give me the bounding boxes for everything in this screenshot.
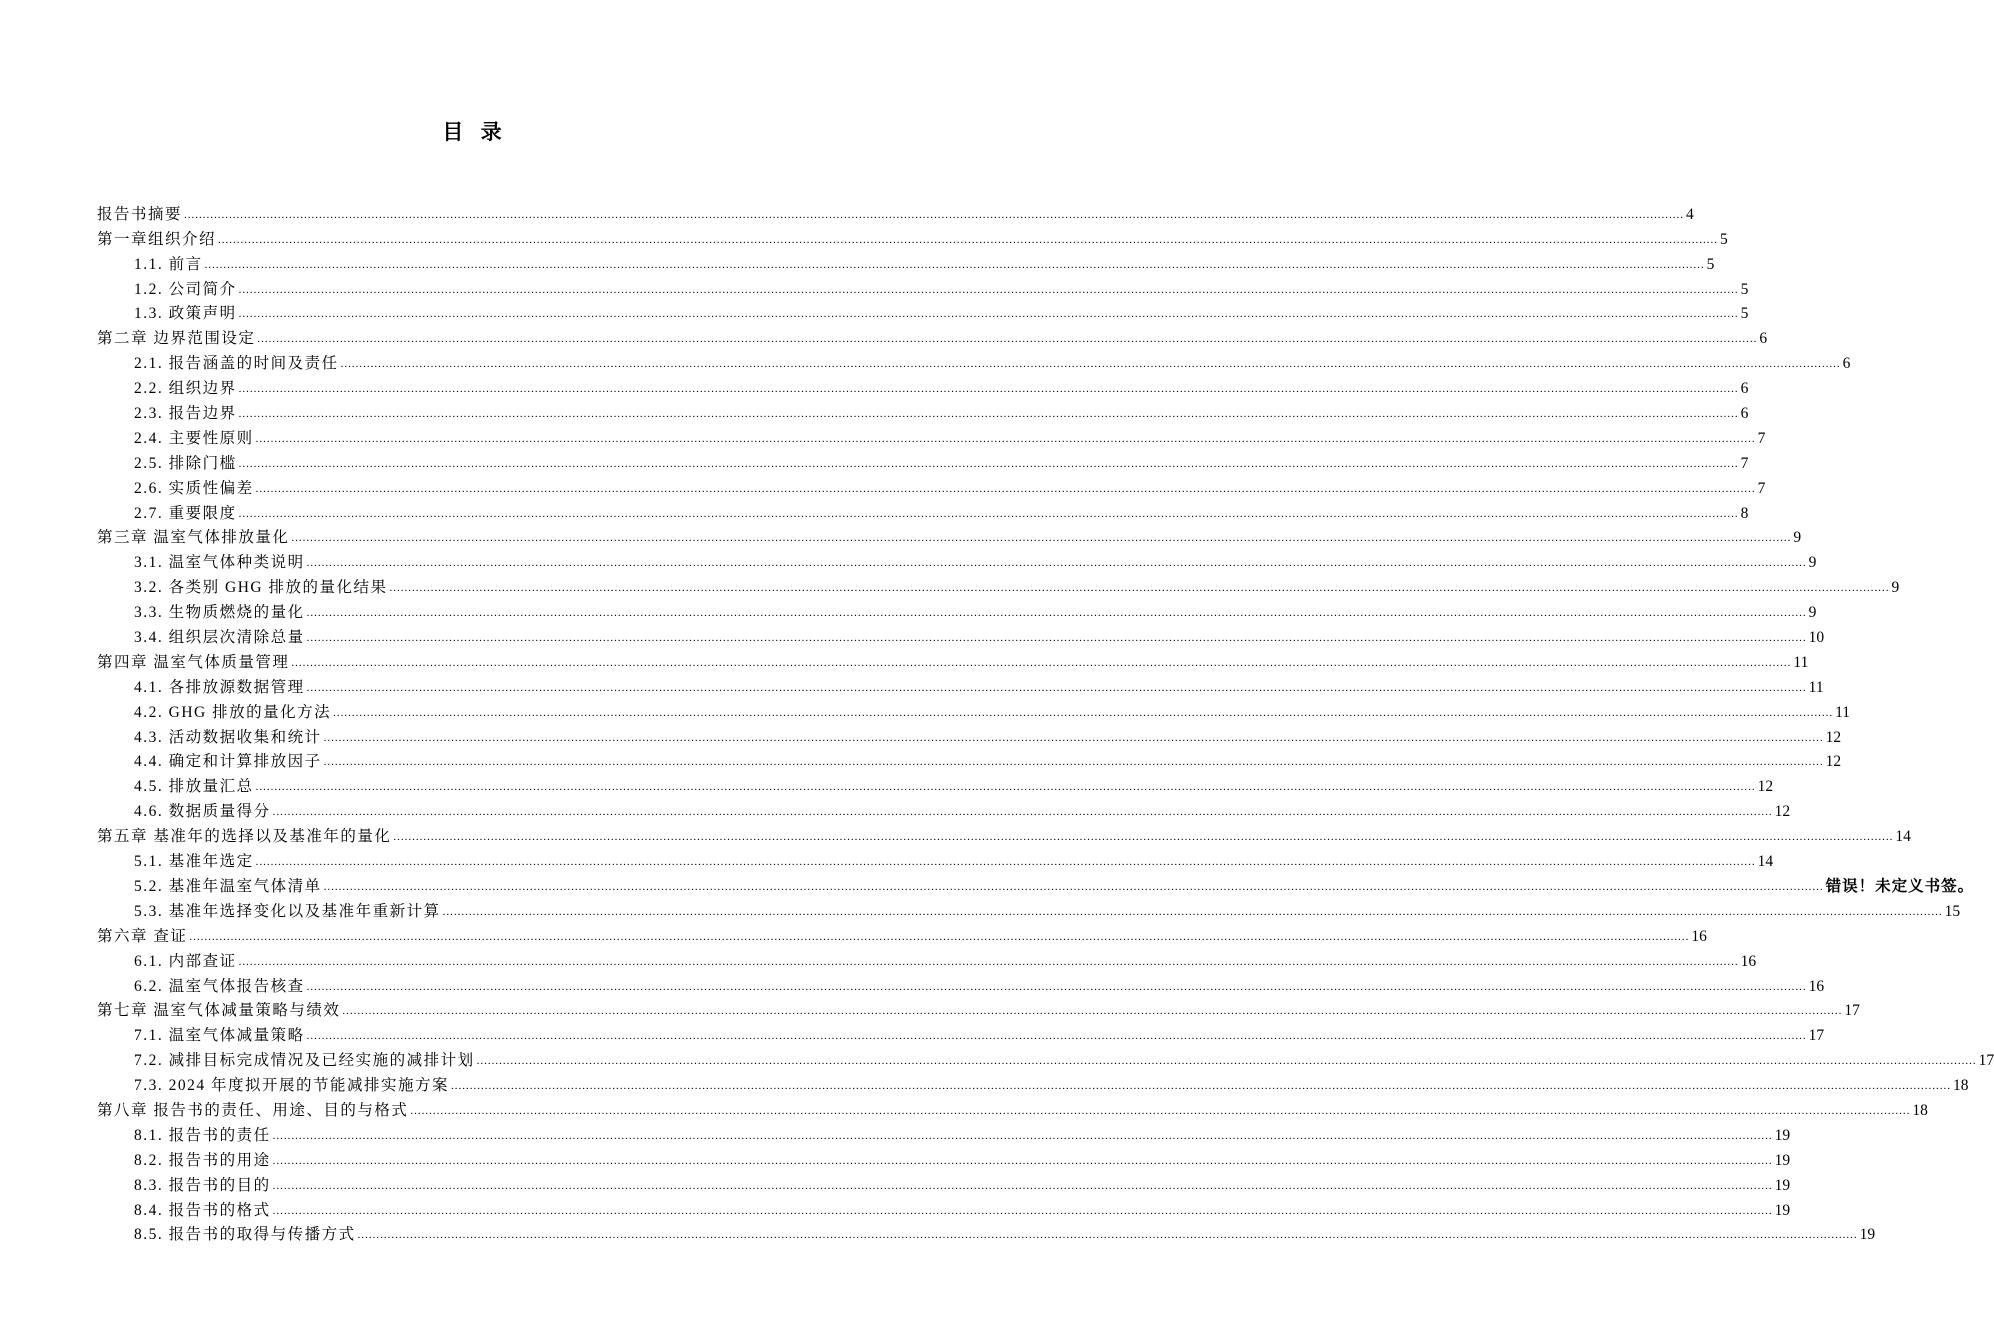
toc-entry-error: 错误！未定义书签。 xyxy=(1825,877,1975,895)
dot-leader: ................................................................................................................................................................................................................................................................................................................................................................................................................ xyxy=(238,308,1739,321)
toc-entry-page: 5 xyxy=(1740,305,1749,323)
toc-entry-label: 2.4. 主要性原则 xyxy=(134,429,254,447)
toc-entry-page: 7 xyxy=(1757,429,1766,447)
dot-leader: ................................................................................................................................................................................................................................................................................................................................................................................................................ xyxy=(184,208,1685,221)
toc-entry-page: 16 xyxy=(1740,952,1757,970)
toc-entry-label: 5.2. 基准年温室气体清单 xyxy=(134,877,322,895)
toc-entry-page: 14 xyxy=(1895,828,1911,846)
toc-entry[interactable] xyxy=(97,648,1809,673)
toc-entry-label: 4.4. 确定和计算排放因子 xyxy=(134,753,322,771)
toc-entry-page: 6 xyxy=(1759,330,1768,348)
dot-leader: ................................................................................................................................................................................................................................................................................................................................................................................................................ xyxy=(272,806,1773,819)
toc-entry-label: 第五章 基准年的选择以及基准年的量化 xyxy=(97,828,392,846)
dot-leader: ................................................................................................................................................................................................................................................................................................................................................................................................................ xyxy=(306,681,1807,694)
dot-leader: ................................................................................................................................................................................................................................................................................................................................................................................................................ xyxy=(323,731,1824,744)
dot-leader: ................................................................................................................................................................................................................................................................................................................................................................................................................ xyxy=(238,955,1739,968)
toc-entry-label: 8.1. 报告书的责任 xyxy=(134,1126,271,1144)
toc-entry[interactable] xyxy=(97,275,1749,300)
toc-entry-label: 5.1. 基准年选定 xyxy=(134,853,254,871)
dot-leader: ................................................................................................................................................................................................................................................................................................................................................................................................................ xyxy=(323,880,1824,893)
toc-entry-page: 17 xyxy=(1844,1002,1860,1020)
toc-entry-page: 12 xyxy=(1774,803,1791,821)
toc-entry-page: 19 xyxy=(1774,1176,1791,1194)
toc-entry[interactable] xyxy=(97,623,1825,648)
toc-entry[interactable] xyxy=(97,922,1707,947)
toc-entry[interactable] xyxy=(97,200,1694,225)
toc-entry-label: 3.3. 生物质燃烧的量化 xyxy=(134,604,305,622)
toc-entry-label: 第一章组织介绍 xyxy=(97,230,217,248)
toc-entry-page: 7 xyxy=(1740,454,1749,472)
toc-entry[interactable] xyxy=(97,573,1900,598)
toc-entry-page: 15 xyxy=(1944,902,1961,920)
toc-entry-label: 8.4. 报告书的格式 xyxy=(134,1201,271,1219)
toc-entry-page: 19 xyxy=(1774,1201,1791,1219)
toc-entry-label: 第七章 温室气体减量策略与绩效 xyxy=(97,1002,341,1020)
toc-entry-label: 2.7. 重要限度 xyxy=(134,504,237,522)
dot-leader: ................................................................................................................................................................................................................................................................................................................................................................................................................ xyxy=(333,706,1834,719)
toc-entry[interactable] xyxy=(97,847,1774,872)
toc-entry-label: 2.3. 报告边界 xyxy=(134,405,237,423)
toc-entry-label: 1.1. 前言 xyxy=(134,255,203,273)
dot-leader: ................................................................................................................................................................................................................................................................................................................................................................................................................ xyxy=(257,333,1758,346)
toc-entry[interactable] xyxy=(97,598,1817,623)
dot-leader: ................................................................................................................................................................................................................................................................................................................................................................................................................ xyxy=(306,607,1807,620)
dot-leader: ................................................................................................................................................................................................................................................................................................................................................................................................................ xyxy=(189,930,1690,943)
toc-entry-page: 16 xyxy=(1691,927,1707,945)
dot-leader: ................................................................................................................................................................................................................................................................................................................................................................................................................ xyxy=(306,557,1807,570)
dot-leader: ................................................................................................................................................................................................................................................................................................................................................................................................................ xyxy=(291,532,1792,545)
toc-entry-label: 第三章 温室气体排放量化 xyxy=(97,529,290,547)
dot-leader: ................................................................................................................................................................................................................................................................................................................................................................................................................ xyxy=(238,457,1739,470)
toc-entry-page: 6 xyxy=(1740,405,1749,423)
toc-entry-page: 11 xyxy=(1793,653,1809,671)
toc-entry[interactable] xyxy=(97,1046,1994,1071)
toc-entry[interactable] xyxy=(97,524,1802,549)
toc-entry[interactable] xyxy=(97,474,1766,499)
toc-entry[interactable] xyxy=(97,548,1817,573)
dot-leader: ................................................................................................................................................................................................................................................................................................................................................................................................................ xyxy=(238,507,1739,520)
toc-entry-page: 9 xyxy=(1808,604,1817,622)
toc-entry-page: 12 xyxy=(1825,728,1842,746)
dot-leader: ................................................................................................................................................................................................................................................................................................................................................................................................................ xyxy=(393,831,1894,844)
toc-entry[interactable] xyxy=(97,972,1825,997)
dot-leader: ................................................................................................................................................................................................................................................................................................................................................................................................................ xyxy=(255,432,1756,445)
toc-entry-page: 17 xyxy=(1978,1052,1994,1070)
toc-entry-page: 10 xyxy=(1808,629,1825,647)
toc-entry-label: 2.6. 实质性偏差 xyxy=(134,479,254,497)
dot-leader: ................................................................................................................................................................................................................................................................................................................................................................................................................ xyxy=(255,856,1756,869)
toc-entry[interactable] xyxy=(97,1171,1791,1196)
dot-leader: ................................................................................................................................................................................................................................................................................................................................................................................................................ xyxy=(272,1129,1773,1142)
toc-entry-label: 4.3. 活动数据收集和统计 xyxy=(134,728,322,746)
toc-entry[interactable] xyxy=(97,947,1757,972)
dot-leader: ................................................................................................................................................................................................................................................................................................................................................................................................................ xyxy=(389,582,1890,595)
toc-entry-page: 6 xyxy=(1842,355,1851,373)
toc-entry-page: 5 xyxy=(1720,230,1728,248)
toc-entry-page: 19 xyxy=(1774,1151,1791,1169)
toc-entry-label: 7.3. 2024 年度拟开展的节能减排实施方案 xyxy=(134,1077,450,1095)
toc-entry-page: 18 xyxy=(1912,1101,1928,1119)
toc-entry[interactable] xyxy=(97,300,1749,325)
dot-leader: ................................................................................................................................................................................................................................................................................................................................................................................................................ xyxy=(238,283,1739,296)
dot-leader: ................................................................................................................................................................................................................................................................................................................................................................................................................ xyxy=(255,781,1756,794)
page-title: 目 录 xyxy=(442,120,508,144)
toc-entry-label: 8.5. 报告书的取得与传播方式 xyxy=(134,1226,356,1244)
toc-entry-label: 第八章 报告书的责任、用途、目的与格式 xyxy=(97,1101,409,1119)
dot-leader: ................................................................................................................................................................................................................................................................................................................................................................................................................ xyxy=(306,980,1807,993)
toc-entry[interactable] xyxy=(97,1221,1876,1246)
toc-entry-label: 第四章 温室气体质量管理 xyxy=(97,653,290,671)
toc-entry[interactable] xyxy=(97,374,1749,399)
toc-entry-label: 4.6. 数据质量得分 xyxy=(134,803,271,821)
toc-entry-page: 9 xyxy=(1891,579,1900,597)
dot-leader: ................................................................................................................................................................................................................................................................................................................................................................................................................ xyxy=(410,1104,1911,1117)
toc-entry-label: 4.1. 各排放源数据管理 xyxy=(134,678,305,696)
toc-entry-label: 2.2. 组织边界 xyxy=(134,380,237,398)
toc-entry-page: 5 xyxy=(1740,280,1749,298)
dot-leader: ................................................................................................................................................................................................................................................................................................................................................................................................................ xyxy=(476,1055,1977,1068)
toc-entry[interactable] xyxy=(97,748,1842,773)
toc-entry-label: 第六章 查证 xyxy=(97,927,188,945)
dot-leader: ................................................................................................................................................................................................................................................................................................................................................................................................................ xyxy=(238,408,1739,421)
toc-entry-page: 6 xyxy=(1740,380,1749,398)
toc-entry[interactable] xyxy=(97,449,1749,474)
toc-entry-page: 12 xyxy=(1825,753,1842,771)
toc-entry-label: 6.1. 内部查证 xyxy=(134,952,237,970)
dot-leader: ................................................................................................................................................................................................................................................................................................................................................................................................................ xyxy=(306,1030,1807,1043)
toc-entry[interactable] xyxy=(97,872,1975,897)
toc-entry-page: 14 xyxy=(1757,853,1774,871)
dot-leader: ................................................................................................................................................................................................................................................................................................................................................................................................................ xyxy=(204,258,1705,271)
dot-leader: ................................................................................................................................................................................................................................................................................................................................................................................................................ xyxy=(218,233,1719,246)
toc-entry-page: 19 xyxy=(1774,1126,1791,1144)
toc-entry-page: 19 xyxy=(1859,1226,1876,1244)
toc-entry[interactable] xyxy=(97,723,1842,748)
toc-entry[interactable] xyxy=(97,225,1728,250)
toc-entry-label: 2.1. 报告涵盖的时间及责任 xyxy=(134,355,339,373)
toc-entry-page: 5 xyxy=(1706,255,1715,273)
toc-entry[interactable] xyxy=(97,1121,1791,1146)
toc-entry[interactable] xyxy=(97,1146,1791,1171)
toc-entry-label: 8.3. 报告书的目的 xyxy=(134,1176,271,1194)
dot-leader: ................................................................................................................................................................................................................................................................................................................................................................................................................ xyxy=(238,383,1739,396)
toc-entry-label: 5.3. 基准年选择变化以及基准年重新计算 xyxy=(134,902,441,920)
toc-entry[interactable] xyxy=(97,997,1860,1022)
toc-entry[interactable] xyxy=(97,1021,1825,1046)
toc-entry-label: 3.1. 温室气体种类说明 xyxy=(134,554,305,572)
toc-entry[interactable] xyxy=(97,250,1715,275)
toc-entry[interactable] xyxy=(97,897,1961,922)
toc-entry[interactable] xyxy=(97,1071,1969,1096)
toc-entry[interactable] xyxy=(97,324,1768,349)
toc-entry-page: 18 xyxy=(1953,1077,1969,1095)
toc-entry[interactable] xyxy=(97,1096,1928,1121)
toc-entry-label: 7.1. 温室气体减量策略 xyxy=(134,1027,305,1045)
toc-entry[interactable] xyxy=(97,1196,1791,1221)
toc-entry[interactable] xyxy=(97,797,1791,822)
toc-entry-label: 1.3. 政策声明 xyxy=(134,305,237,323)
dot-leader: ................................................................................................................................................................................................................................................................................................................................................................................................................ xyxy=(291,656,1792,669)
toc-entry-label: 3.2. 各类别 GHG 排放的量化结果 xyxy=(134,579,388,597)
table-of-contents xyxy=(97,200,1994,1245)
toc-entry-label: 报告书摘要 xyxy=(97,205,183,223)
toc-entry-label: 2.5. 排除门槛 xyxy=(134,454,237,472)
toc-entry-label: 1.2. 公司简介 xyxy=(134,280,237,298)
dot-leader: ................................................................................................................................................................................................................................................................................................................................................................................................................ xyxy=(357,1229,1858,1242)
toc-entry[interactable] xyxy=(97,698,1851,723)
toc-entry-label: 4.2. GHG 排放的量化方法 xyxy=(134,703,332,721)
toc-entry-label: 8.2. 报告书的用途 xyxy=(134,1151,271,1169)
toc-entry[interactable] xyxy=(97,822,1911,847)
dot-leader: ................................................................................................................................................................................................................................................................................................................................................................................................................ xyxy=(272,1204,1773,1217)
dot-leader: ................................................................................................................................................................................................................................................................................................................................................................................................................ xyxy=(342,1005,1843,1018)
toc-entry[interactable] xyxy=(97,349,1851,374)
toc-entry-page: 12 xyxy=(1757,778,1774,796)
toc-entry-page: 16 xyxy=(1808,977,1825,995)
dot-leader: ................................................................................................................................................................................................................................................................................................................................................................................................................ xyxy=(340,358,1841,371)
toc-entry[interactable] xyxy=(97,772,1774,797)
dot-leader: ................................................................................................................................................................................................................................................................................................................................................................................................................ xyxy=(306,632,1807,645)
toc-entry[interactable] xyxy=(97,673,1824,698)
toc-entry-page: 9 xyxy=(1793,529,1802,547)
toc-entry-page: 8 xyxy=(1740,504,1749,522)
toc-entry[interactable] xyxy=(97,399,1749,424)
toc-entry-page: 17 xyxy=(1808,1027,1825,1045)
dot-leader: ................................................................................................................................................................................................................................................................................................................................................................................................................ xyxy=(451,1080,1952,1093)
toc-entry-label: 6.2. 温室气体报告核查 xyxy=(134,977,305,995)
dot-leader: ................................................................................................................................................................................................................................................................................................................................................................................................................ xyxy=(255,482,1756,495)
toc-entry-page: 11 xyxy=(1835,703,1851,721)
toc-entry-label: 4.5. 排放量汇总 xyxy=(134,778,254,796)
toc-entry[interactable] xyxy=(97,499,1749,524)
toc-entry-label: 3.4. 组织层次清除总量 xyxy=(134,629,305,647)
dot-leader: ................................................................................................................................................................................................................................................................................................................................................................................................................ xyxy=(272,1154,1773,1167)
toc-entry-page: 7 xyxy=(1757,479,1766,497)
dot-leader: ................................................................................................................................................................................................................................................................................................................................................................................................................ xyxy=(323,756,1824,769)
toc-entry-page: 9 xyxy=(1808,554,1817,572)
toc-entry-label: 7.2. 减排目标完成情况及已经实施的减排计划 xyxy=(134,1052,475,1070)
toc-entry[interactable] xyxy=(97,424,1766,449)
toc-entry-label: 第二章 边界范围设定 xyxy=(97,330,256,348)
dot-leader: ................................................................................................................................................................................................................................................................................................................................................................................................................ xyxy=(442,905,1943,918)
toc-entry-page: 4 xyxy=(1686,205,1694,223)
dot-leader: ................................................................................................................................................................................................................................................................................................................................................................................................................ xyxy=(272,1179,1773,1192)
toc-entry-page: 11 xyxy=(1808,678,1824,696)
